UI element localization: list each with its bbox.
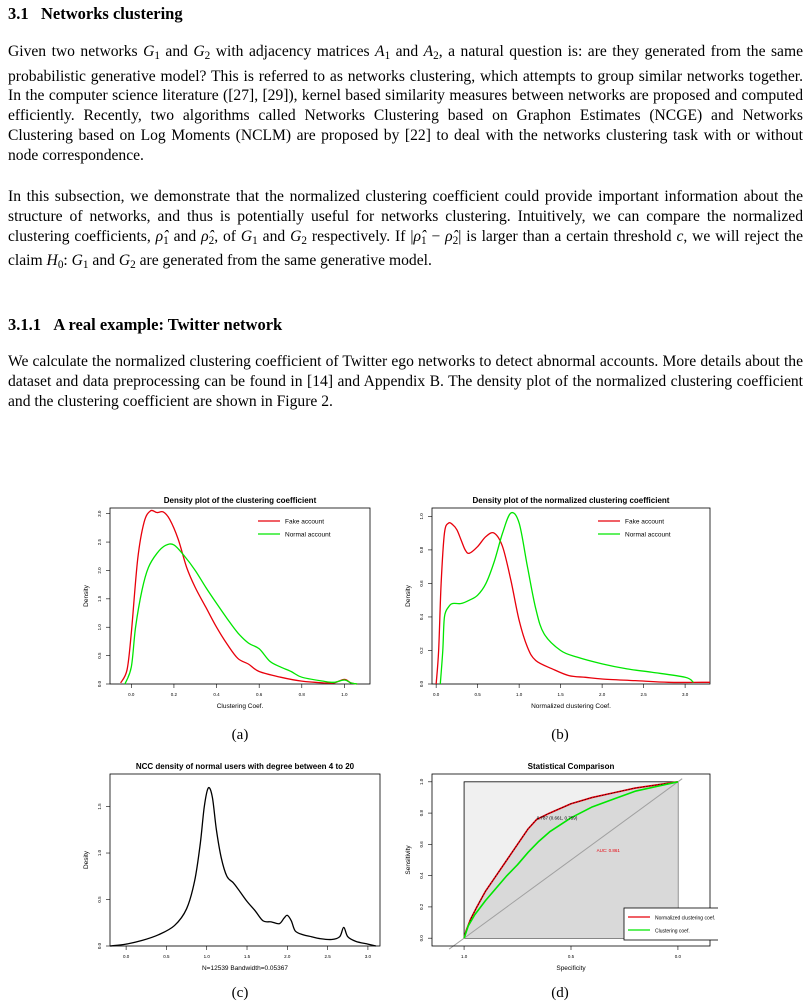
caption-d: (d) — [551, 985, 569, 1001]
x-tick-label: 1.5 — [557, 692, 564, 697]
x-tick-label: 1.0 — [516, 692, 523, 697]
legend-box — [254, 512, 366, 544]
chart-title: Density plot of the normalized clustering coefficient — [472, 496, 670, 505]
caption-b: (b) — [551, 727, 569, 743]
subsection-title: A real example: Twitter network — [53, 315, 283, 334]
x-axis-label: Normalized clustering Coef. — [531, 703, 611, 710]
y-tick-label: 0.5 — [97, 896, 102, 903]
x-tick-label: 0.6 — [256, 692, 263, 697]
x-tick-label: 0.5 — [163, 954, 170, 959]
subsection-heading — [8, 315, 803, 335]
x-axis-label: N=12539 Bandwidth=0.05367 — [201, 965, 289, 972]
y-tick-label: 0.5 — [97, 652, 102, 659]
x-tick-label: 2.5 — [324, 954, 331, 959]
plot-frame — [110, 774, 380, 946]
y-tick-label: 0.8 — [419, 809, 424, 817]
y-tick-label: 0.2 — [419, 903, 424, 911]
paragraph-2: In this subsection, we demonstrate that the normalized clustering coefficient could provide important information about the structure of networks, and thus is potentially useful for networks clustering. Intuitively, we can compare the normalized clustering coefficients, $\rhô_1$ and $\rhô_2$, of $G_1$ and $G_2$ respectively. If $|\rhô_1$ − $\rhô_2|$ is larger than a certain threshold c, we will reject the claim $H_0$: $G_1$ and $G_2$ are generated from the same generative model. — [8, 188, 803, 271]
y-tick-label: 0.0 — [97, 942, 102, 950]
legend-label: Fake account — [285, 518, 325, 526]
x-tick-label: 0.0 — [433, 692, 440, 697]
y-tick-label: 1.0 — [97, 849, 102, 857]
series-line — [110, 788, 376, 946]
x-tick-label: 0.2 — [170, 692, 178, 697]
caption-a: (a) — [231, 727, 249, 743]
x-tick-label: 0.4 — [213, 692, 220, 697]
x-tick-label: 2.0 — [284, 954, 291, 959]
chart-ncc-density — [80, 760, 392, 978]
y-tick-label: 2.5 — [97, 538, 102, 546]
chart-annotation: AUC: 0.861 — [596, 848, 620, 854]
x-tick-label: 1.0 — [203, 954, 210, 959]
y-axis-label: Density — [405, 585, 412, 607]
y-tick-label: 1.0 — [419, 778, 424, 785]
series-line — [125, 544, 357, 684]
section-title: Networks clustering — [41, 4, 183, 23]
paragraph-3: We calculate the normalized clustering coefficient of Twitter ego networks to detect abnormal accounts. More details about the dataset and data preprocessing can be found in [14] and Appendix B. The density plot of the normalized clustering coefficient and the clustering coefficient are shown in Figure 2. — [8, 353, 803, 410]
y-axis-label: Desity — [83, 850, 90, 870]
caption-c: (c) — [231, 985, 249, 1001]
y-tick-label: 1.5 — [97, 595, 102, 602]
legend-label: Normal account — [285, 531, 331, 539]
chart-roc-comparison — [402, 760, 718, 978]
y-tick-label: 0.6 — [419, 841, 424, 848]
x-tick-label: 0.0 — [122, 954, 130, 959]
y-tick-label: 1.0 — [419, 513, 424, 520]
legend-label: Fake account — [625, 518, 665, 526]
y-tick-label: 1.5 — [97, 803, 102, 810]
x-axis-label: Clustering Coef. — [216, 703, 264, 710]
x-tick-label: 2.0 — [598, 692, 606, 697]
chart-title: NCC density of normal users with degree between 4 to 20 — [135, 762, 355, 771]
legend-label: Normal account — [625, 531, 671, 539]
legend-label: Clustering coef. — [655, 928, 690, 935]
series-line — [436, 523, 710, 684]
y-tick-label: 0.0 — [97, 680, 102, 688]
y-tick-label: 0.0 — [419, 935, 424, 942]
x-tick-label: 0.8 — [298, 692, 305, 697]
y-axis-label: Sensitivity — [405, 845, 412, 875]
y-tick-label: 0.4 — [419, 872, 424, 879]
y-tick-label: 1.0 — [97, 624, 102, 631]
section-heading — [8, 4, 803, 24]
legend-box — [624, 908, 718, 940]
y-axis-label: Density — [83, 585, 90, 607]
chart-title: Statistical Comparison — [527, 762, 615, 771]
y-tick-label: 0.6 — [419, 580, 424, 587]
legend-box — [594, 512, 706, 544]
section-number: 3.1 — [8, 4, 29, 23]
paragraph-1: Given two networks $G_1$ and $G_2$ with adjacency matrices $A_1$ and $A_2$, a natural question is: are they generated from the same probabilistic generative model? This is referred to as networks clustering, which attempts to group similar networks together. In the computer science literature ([27], [29]), kernel based similarity measures between networks are proposed and computed efficiently. Recently, two algorithms called Networks Clustering based on Graphon Estimates (NCGE) and Networks Clustering based on Log Moments (NCLM) are proposed by [22] to deal with the networks clustering task with or without node correspondence. — [8, 43, 804, 164]
x-tick-label: 2.5 — [640, 692, 647, 697]
x-tick-label: 0.0 — [674, 954, 682, 959]
chart-title: Density plot of the clustering coefficient — [163, 496, 317, 505]
chart-annotation: 0.787 (0.661, 0.759) — [536, 815, 578, 821]
x-tick-label: 3.0 — [364, 954, 372, 959]
x-tick-label: 0.0 — [128, 692, 135, 697]
legend-label: Normalized clustering coef. — [655, 915, 716, 922]
x-tick-label: 1.0 — [460, 954, 468, 959]
x-tick-label: 1.5 — [243, 954, 251, 959]
x-axis-label: Specificity — [556, 965, 586, 972]
x-tick-label: 3.0 — [681, 692, 689, 697]
y-tick-label: 3.0 — [97, 510, 102, 517]
y-tick-label: 0.2 — [419, 647, 424, 654]
y-tick-label: 2.0 — [97, 567, 102, 574]
y-tick-label: 0.0 — [419, 680, 424, 688]
y-tick-label: 0.8 — [419, 546, 424, 554]
x-tick-label: 0.5 — [474, 692, 481, 697]
chart-density-normalized — [402, 492, 718, 720]
y-tick-label: 0.4 — [419, 613, 424, 621]
x-tick-label: 0.5 — [567, 954, 575, 959]
chart-density-clustering — [80, 492, 380, 720]
x-tick-label: 1.0 — [341, 692, 348, 697]
subsection-number: 3.1.1 — [8, 315, 41, 334]
